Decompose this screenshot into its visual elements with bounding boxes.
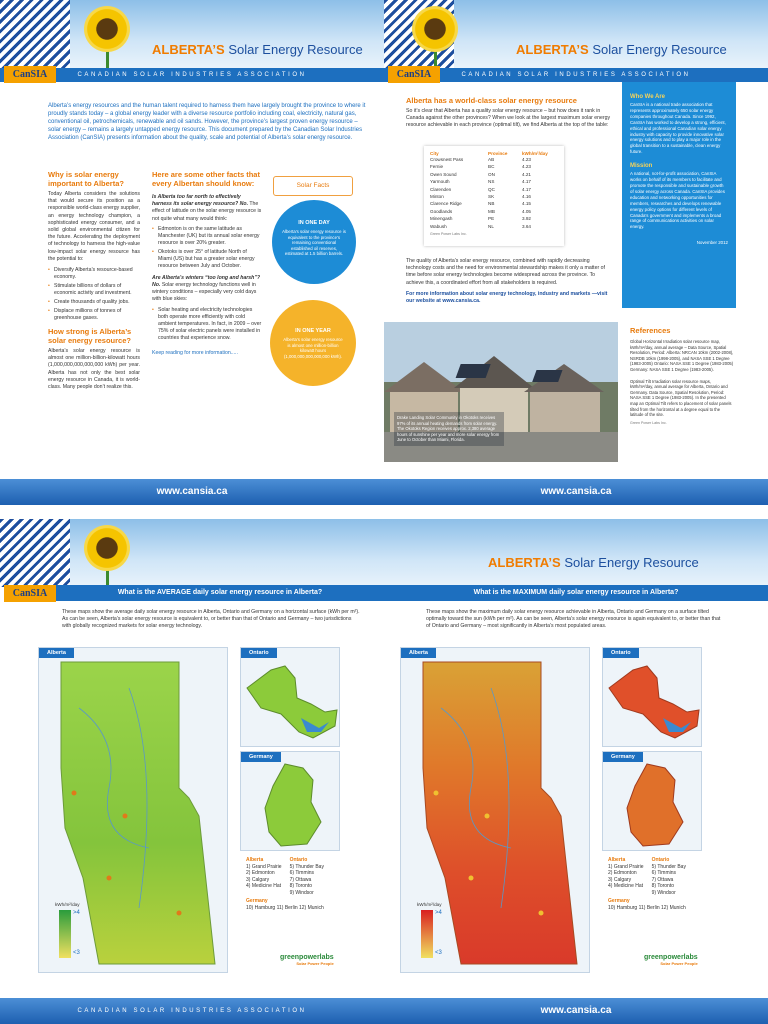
table-cell: Crowsnest Pass bbox=[430, 157, 464, 162]
alberta-maximum-map bbox=[400, 647, 590, 973]
legend-city-germany: 10) Hamburg 11) Berlin 12) Munich bbox=[608, 904, 686, 911]
table-cell: MB bbox=[488, 208, 495, 214]
footer-association: CANADIAN SOLAR INDUSTRIES ASSOCIATION bbox=[0, 998, 384, 1024]
world-class-heading: Alberta has a world-class solar energy resource bbox=[406, 96, 577, 105]
table-cell: Owen Sound bbox=[430, 171, 457, 177]
legend-city: 2) Edmonton bbox=[608, 870, 637, 876]
panel-maximum-maps bbox=[384, 519, 768, 1024]
table-row bbox=[430, 223, 558, 230]
ontario-average-map bbox=[240, 647, 340, 747]
legend-title-alberta: Alberta bbox=[246, 857, 264, 863]
cansia-logo: CanSIA bbox=[4, 66, 56, 83]
facts-question-1: Is Alberta too far north to effectively harness its solar energy resource? No. bbox=[152, 194, 249, 208]
legend-city: 5) Thunder Bay bbox=[289, 863, 324, 870]
date: November 2012 bbox=[696, 240, 728, 246]
neighbourhood-photo bbox=[384, 322, 618, 462]
facts-bullets-1 bbox=[152, 226, 262, 270]
list-item: • Diversify Alberta’s resource-based economy. bbox=[48, 267, 140, 281]
table-cell: Fernie bbox=[430, 164, 444, 170]
text2-section bbox=[406, 258, 612, 305]
city-legend bbox=[246, 857, 376, 911]
facts-heading: Here are some other facts that every Albertan should know: bbox=[152, 170, 260, 188]
why-text: Today Alberta considers the solutions that would secure its position as a responsible world-class energy supplier, an energy technology champion, a sophisticated energy consumer, and a solid global environmental citizen for the future. Accelerating the deployment of technology to harness the high-value low-impact solar energy resource has the potential to: bbox=[48, 191, 140, 262]
table-cell: NB bbox=[488, 201, 495, 207]
legend-unit: kWh/m²/day bbox=[55, 902, 80, 907]
col-value: kWh/m²/day bbox=[522, 151, 548, 156]
header-banner bbox=[0, 0, 384, 68]
table-cell: SK bbox=[488, 194, 495, 200]
legend-high: >4 bbox=[435, 910, 442, 916]
legend-title-ontario: Ontario bbox=[289, 857, 308, 863]
header-title: ALBERTA’S Solar Energy Resource bbox=[152, 42, 363, 57]
list-item: • Create thousands of quality jobs. bbox=[48, 299, 140, 306]
footer-url[interactable]: www.cansia.ca bbox=[384, 479, 768, 505]
table-cell: 4.21 bbox=[522, 171, 531, 177]
table-row bbox=[430, 200, 558, 207]
germany-average-map bbox=[240, 751, 340, 851]
table-cell: 4.05 bbox=[522, 208, 531, 214]
table-cell: Yarmouth bbox=[430, 179, 450, 185]
solar-facts-tab: Solar Facts bbox=[273, 176, 353, 196]
legend-city: 4) Medicine Hat bbox=[608, 883, 644, 889]
sunflower-icon bbox=[84, 525, 130, 571]
who-text: CanSIA is a national trade association that represents approximately 650 solar energy companies throughout Canada. Since 1992, CanSIA has worked to develop a strong, efficient, ethical and professional Canadian solar energy industry with capacity to provide innovative solar energy solutions and to play a major role in the global transition to a sustainable, clean energy future. bbox=[630, 102, 726, 155]
average-question: What is the AVERAGE daily solar energy resource in Alberta? bbox=[56, 585, 384, 601]
mission-text: A national, not-for-profit association, CanSIA works on behalf of its members to facilitate and promote the responsible and sustainable growth of solar energy across Canada. CanSIA provides education and networking opportunities for members, researches and develops renewable energy policy options for different levels of Canada’s government and implements a broad range of communications activities on solar energy. bbox=[630, 171, 725, 230]
fact-day-title: IN ONE DAY bbox=[298, 220, 330, 226]
legend-city: 2) Edmonton bbox=[246, 870, 275, 876]
facts-bullets-2 bbox=[152, 307, 262, 342]
list-item: • Stimulate billions of dollars of economic activity and investment. bbox=[48, 283, 140, 297]
table-source: Green Power Labs Inc. bbox=[430, 232, 467, 237]
who-we-are-box bbox=[622, 82, 736, 308]
legend-city-germany: 10) Hamburg 11) Berlin 12) Munich bbox=[246, 904, 324, 911]
legend-city: 4) Medicine Hat bbox=[246, 883, 282, 889]
legend-low: <3 bbox=[435, 950, 442, 956]
legend-gradient bbox=[421, 910, 433, 958]
footer-url[interactable]: www.cansia.ca bbox=[384, 998, 768, 1024]
list-item: • Okotoks is over 25° of latitude North of Miami (US) but has a greater solar energy resource between July and October. bbox=[152, 249, 262, 270]
references-text-1: Global Horizontal Irradiation solar resource map, kWh/m²/day, annual average – Data Source, Spatial Resolution, Period: Alberta: NRCAN 10km (2002-2008), NSRDB 10km (1998-2005), and NASA SSE 1 Degree (1983-2005) Ontario: NASA SSE 1 Degree (1983-2005) Germany: NASA SSE 1 Degree (1983-2005). bbox=[630, 339, 734, 372]
fact-year-text: Alberta’s solar energy resource is almost one million-billion kilowatt hours (1,000,000,000,000,000 kWh). bbox=[283, 337, 343, 359]
references-source: Green Power Labs Inc. bbox=[630, 420, 667, 425]
panel-intro bbox=[0, 0, 384, 505]
greenpowerlabs-logo: greenpowerlabs Solar Power People bbox=[280, 954, 334, 966]
brand-tagline: Solar Power People bbox=[660, 961, 698, 966]
header-title: ALBERTA’S Solar Energy Resource bbox=[488, 555, 699, 570]
legend-city: 3) Calgary bbox=[608, 876, 632, 883]
table-cell: 4.23 bbox=[522, 164, 531, 170]
panel-world-class bbox=[384, 0, 768, 505]
germany-maximum-map bbox=[602, 751, 702, 851]
sunflower-stem bbox=[106, 50, 109, 68]
table-cell: QC bbox=[488, 186, 495, 192]
table-cell: 4.17 bbox=[522, 186, 531, 192]
map-label-ontario: Ontario bbox=[241, 648, 277, 658]
legend-city: 9) Windsor bbox=[289, 889, 314, 896]
table-cell: Minton bbox=[430, 194, 444, 200]
province-table bbox=[424, 146, 564, 246]
table-cell: Wabush bbox=[430, 223, 447, 229]
col-province: Province bbox=[488, 151, 508, 156]
legend-gradient bbox=[59, 910, 71, 958]
legend-city: 9) Windsor bbox=[651, 889, 676, 896]
table-cell: 4.15 bbox=[522, 201, 531, 207]
table-cell: ON bbox=[488, 171, 495, 177]
keep-reading-link[interactable]: Keep reading for more information..... bbox=[152, 349, 238, 356]
table-cell: Clarenden bbox=[430, 186, 452, 192]
legend-city: 8) Toronto bbox=[289, 883, 312, 889]
facts-question-1-text: The effect of latitude on the solar energy resource is not quite what many would think: bbox=[152, 201, 262, 222]
header-banner bbox=[384, 0, 768, 68]
legend-title-germany: Germany bbox=[246, 898, 268, 904]
table-body bbox=[430, 156, 558, 230]
fact-day-text: Alberta’s solar energy resource is equivalent to the province’s remaining conventional established oil reserves, estimated at 1.5 billion barrels. bbox=[282, 229, 346, 256]
stripes-graphic bbox=[0, 519, 70, 587]
header-banner bbox=[384, 519, 768, 587]
legend-title-ontario: Ontario bbox=[651, 857, 670, 863]
legend-city: 7) Ottawa bbox=[651, 876, 674, 883]
map-label-ontario: Ontario bbox=[603, 648, 639, 658]
cansia-logo: CanSIA bbox=[4, 585, 56, 602]
brand-tagline: Solar Power People bbox=[296, 961, 334, 966]
maximum-text: These maps show the maximum daily solar energy resource achievable in Alberta, Ontario and Germany on a surface tilted optimally toward the sun (kWh per m²). As can be seen, Alberta’s solar energy resource is again equivalent to, or better than that of Ontario and Germany – most significantly in Alberta’s most populated areas. bbox=[426, 609, 721, 630]
body-text-2: The quality of Alberta’s solar energy resource, combined with rapidly decreasing technology costs and the need for environmental stewardship makes it only a matter of time before solar energy technologies become widespread across the province. To achieve this, a coordinated effort from all stakeholders is required. bbox=[406, 258, 605, 286]
table-row bbox=[430, 156, 558, 163]
legend-unit: kWh/m²/day bbox=[417, 902, 442, 907]
legend-city: 1) Grand Prairie bbox=[246, 863, 282, 870]
table-row bbox=[430, 186, 558, 193]
col-city: City bbox=[430, 151, 439, 156]
why-bullets bbox=[48, 267, 140, 322]
list-item: • Solar heating and electricity technologies both operate more efficiently with cold ambient temperatures. In fact, in 2009 – over 75% of solar electric panels were installed in countries that experience snow. bbox=[152, 307, 262, 342]
why-heading: Why is solar energy important to Alberta? bbox=[48, 170, 124, 188]
legend-title-alberta: Alberta bbox=[608, 857, 626, 863]
map-label-alberta: Alberta bbox=[39, 648, 74, 658]
legend-city: 5) Thunder Bay bbox=[651, 863, 686, 870]
list-item: • Displace millions of tonnes of greenhouse gases. bbox=[48, 308, 140, 322]
table-cell: Clarence Ridge bbox=[430, 201, 462, 207]
table-cell: PE bbox=[488, 216, 495, 222]
maximum-question: What is the MAXIMUM daily solar energy resource in Alberta? bbox=[384, 585, 768, 601]
fact-circle-day bbox=[272, 200, 356, 284]
facts-column bbox=[152, 170, 262, 357]
intro-text: Alberta’s energy resources and the human talent required to harness them have largely brought the province to where it proudly stands today – a global energy leader with a diverse resource portfolio including coal, electricity, natural gas, conventional oil, petrochemicals, renewable and oil sands. However, the province’s largest proven energy resource – solar energy – remains a largely untapped energy resource. This document prepared by the Canadian Solar Industries Association (CanSIA) presents information about the quality, scale and potential of Alberta’s solar energy resource. bbox=[48, 103, 366, 141]
facts-question-2: Are Alberta’s winters “too long and harsh”? No. bbox=[152, 274, 261, 289]
table-row bbox=[430, 178, 558, 185]
who-heading: Who We Are bbox=[630, 94, 666, 100]
why-column bbox=[48, 170, 140, 391]
table-cell: 3.64 bbox=[522, 223, 531, 229]
map-label-germany: Germany bbox=[241, 752, 281, 762]
panel-average-maps bbox=[0, 519, 384, 1024]
world-class-section bbox=[406, 96, 612, 130]
table-cell: NL bbox=[488, 223, 494, 229]
table-row bbox=[430, 215, 558, 222]
fact-year-title: IN ONE YEAR bbox=[295, 328, 331, 334]
legend-title-germany: Germany bbox=[608, 898, 630, 904]
world-class-text: So it’s clear that Alberta has a quality solar energy resource – but how does it rank in Canada against the other provinces? When we look at the largest maximum solar energy resource achievable in each province (optimal tilt), we find Alberta at the top of the table: bbox=[406, 108, 611, 129]
legend-high: >4 bbox=[73, 910, 80, 916]
more-info-text: For more information about solar energy technology, industry and markets —visit our website at www.cansia.ca. bbox=[406, 290, 608, 305]
references-section bbox=[630, 326, 734, 425]
greenpowerlabs-logo: greenpowerlabs Solar Power People bbox=[644, 954, 698, 966]
legend-city: 6) Timmins bbox=[289, 870, 315, 876]
table-cell: Minengash bbox=[430, 216, 453, 222]
facts-question-2-text: Solar energy technology functions well in wintery conditions – especially very cold days with blue skies: bbox=[152, 282, 257, 303]
table-row bbox=[430, 208, 558, 215]
table-cell: NS bbox=[488, 179, 495, 185]
legend-city: 8) Toronto bbox=[651, 883, 674, 889]
association-bar: CANADIAN SOLAR INDUSTRIES ASSOCIATION bbox=[384, 68, 768, 82]
table-cell: Goodlands bbox=[430, 208, 453, 214]
mission-heading: Mission bbox=[630, 163, 653, 170]
legend-low: <3 bbox=[73, 950, 80, 956]
strong-text: Alberta’s solar energy resource is almost one million-billion-kilowatt hours (1,000,000,000,000,000 kWh) per year. Alberta has not only the best solar energy resource in Canada, it is world-class. Many people don’t realize this. bbox=[48, 348, 140, 391]
stripes-graphic bbox=[0, 0, 70, 68]
city-legend bbox=[608, 857, 738, 911]
list-item: • Edmonton is on the same latitude as Manchester (UK) but its annual solar energy resource is over 20% greater. bbox=[152, 226, 262, 247]
alberta-average-map bbox=[38, 647, 228, 973]
map-label-germany: Germany bbox=[603, 752, 643, 762]
legend-city: 7) Ottawa bbox=[289, 876, 312, 883]
table-row bbox=[430, 163, 558, 170]
footer-url[interactable]: www.cansia.ca bbox=[0, 479, 384, 505]
sunflower-icon bbox=[412, 6, 458, 52]
header-banner bbox=[0, 519, 384, 587]
table-cell: 4.17 bbox=[522, 179, 531, 185]
table-cell: 4.23 bbox=[522, 157, 531, 162]
ontario-maximum-map bbox=[602, 647, 702, 747]
header-title: ALBERTA’S Solar Energy Resource bbox=[516, 42, 727, 57]
map-label-alberta: Alberta bbox=[401, 648, 436, 658]
average-text: These maps show the average daily solar energy resource in Alberta, Ontario and Germany on a horizontal surface (kWh per m²). As can be seen, Alberta’s solar energy resource is equivalent to, or better than that of Ontario and Germany – two jurisdictions with globally recognized markets for solar energy technology. bbox=[62, 609, 360, 630]
table-cell: 3.92 bbox=[522, 216, 531, 222]
references-heading: References bbox=[630, 326, 671, 335]
sunflower-icon bbox=[84, 6, 130, 52]
association-bar: CANADIAN SOLAR INDUSTRIES ASSOCIATION bbox=[0, 68, 384, 82]
references-text-2: Optimal Tilt Irradiation solar resource maps, kWh/m²/day, annual average for Alberta, Ontario and Germany. Data Source, Spatial Resolution, Period: NASA SSE 1 Degree (1983-2005). In the presented map an Optimal Tilt refers to placement of solar panels tilted from the horizontal at a degree equal to the latitude of the site. bbox=[630, 378, 732, 418]
photo-caption: Drake Landing Solar Community in Okotoks receives 97% of its annual heating demands from solar energy. The Okotoks Region receives approx. 2,380 average hours of sunshine per year and more solar energy from June to October than Miami, Florida. bbox=[394, 412, 504, 446]
table-cell: AB bbox=[488, 157, 495, 162]
cansia-logo: CanSIA bbox=[388, 66, 440, 83]
table-row bbox=[430, 171, 558, 178]
legend-city: 6) Timmins bbox=[651, 870, 677, 876]
legend-city: 3) Calgary bbox=[246, 876, 270, 883]
strong-heading: How strong is Alberta’s solar energy resource? bbox=[48, 327, 132, 346]
table-cell: 4.16 bbox=[522, 194, 531, 200]
fact-circle-year bbox=[270, 300, 356, 386]
table-cell: BC bbox=[488, 164, 495, 170]
legend-city: 1) Grand Prairie bbox=[608, 863, 644, 870]
table-row bbox=[430, 193, 558, 200]
